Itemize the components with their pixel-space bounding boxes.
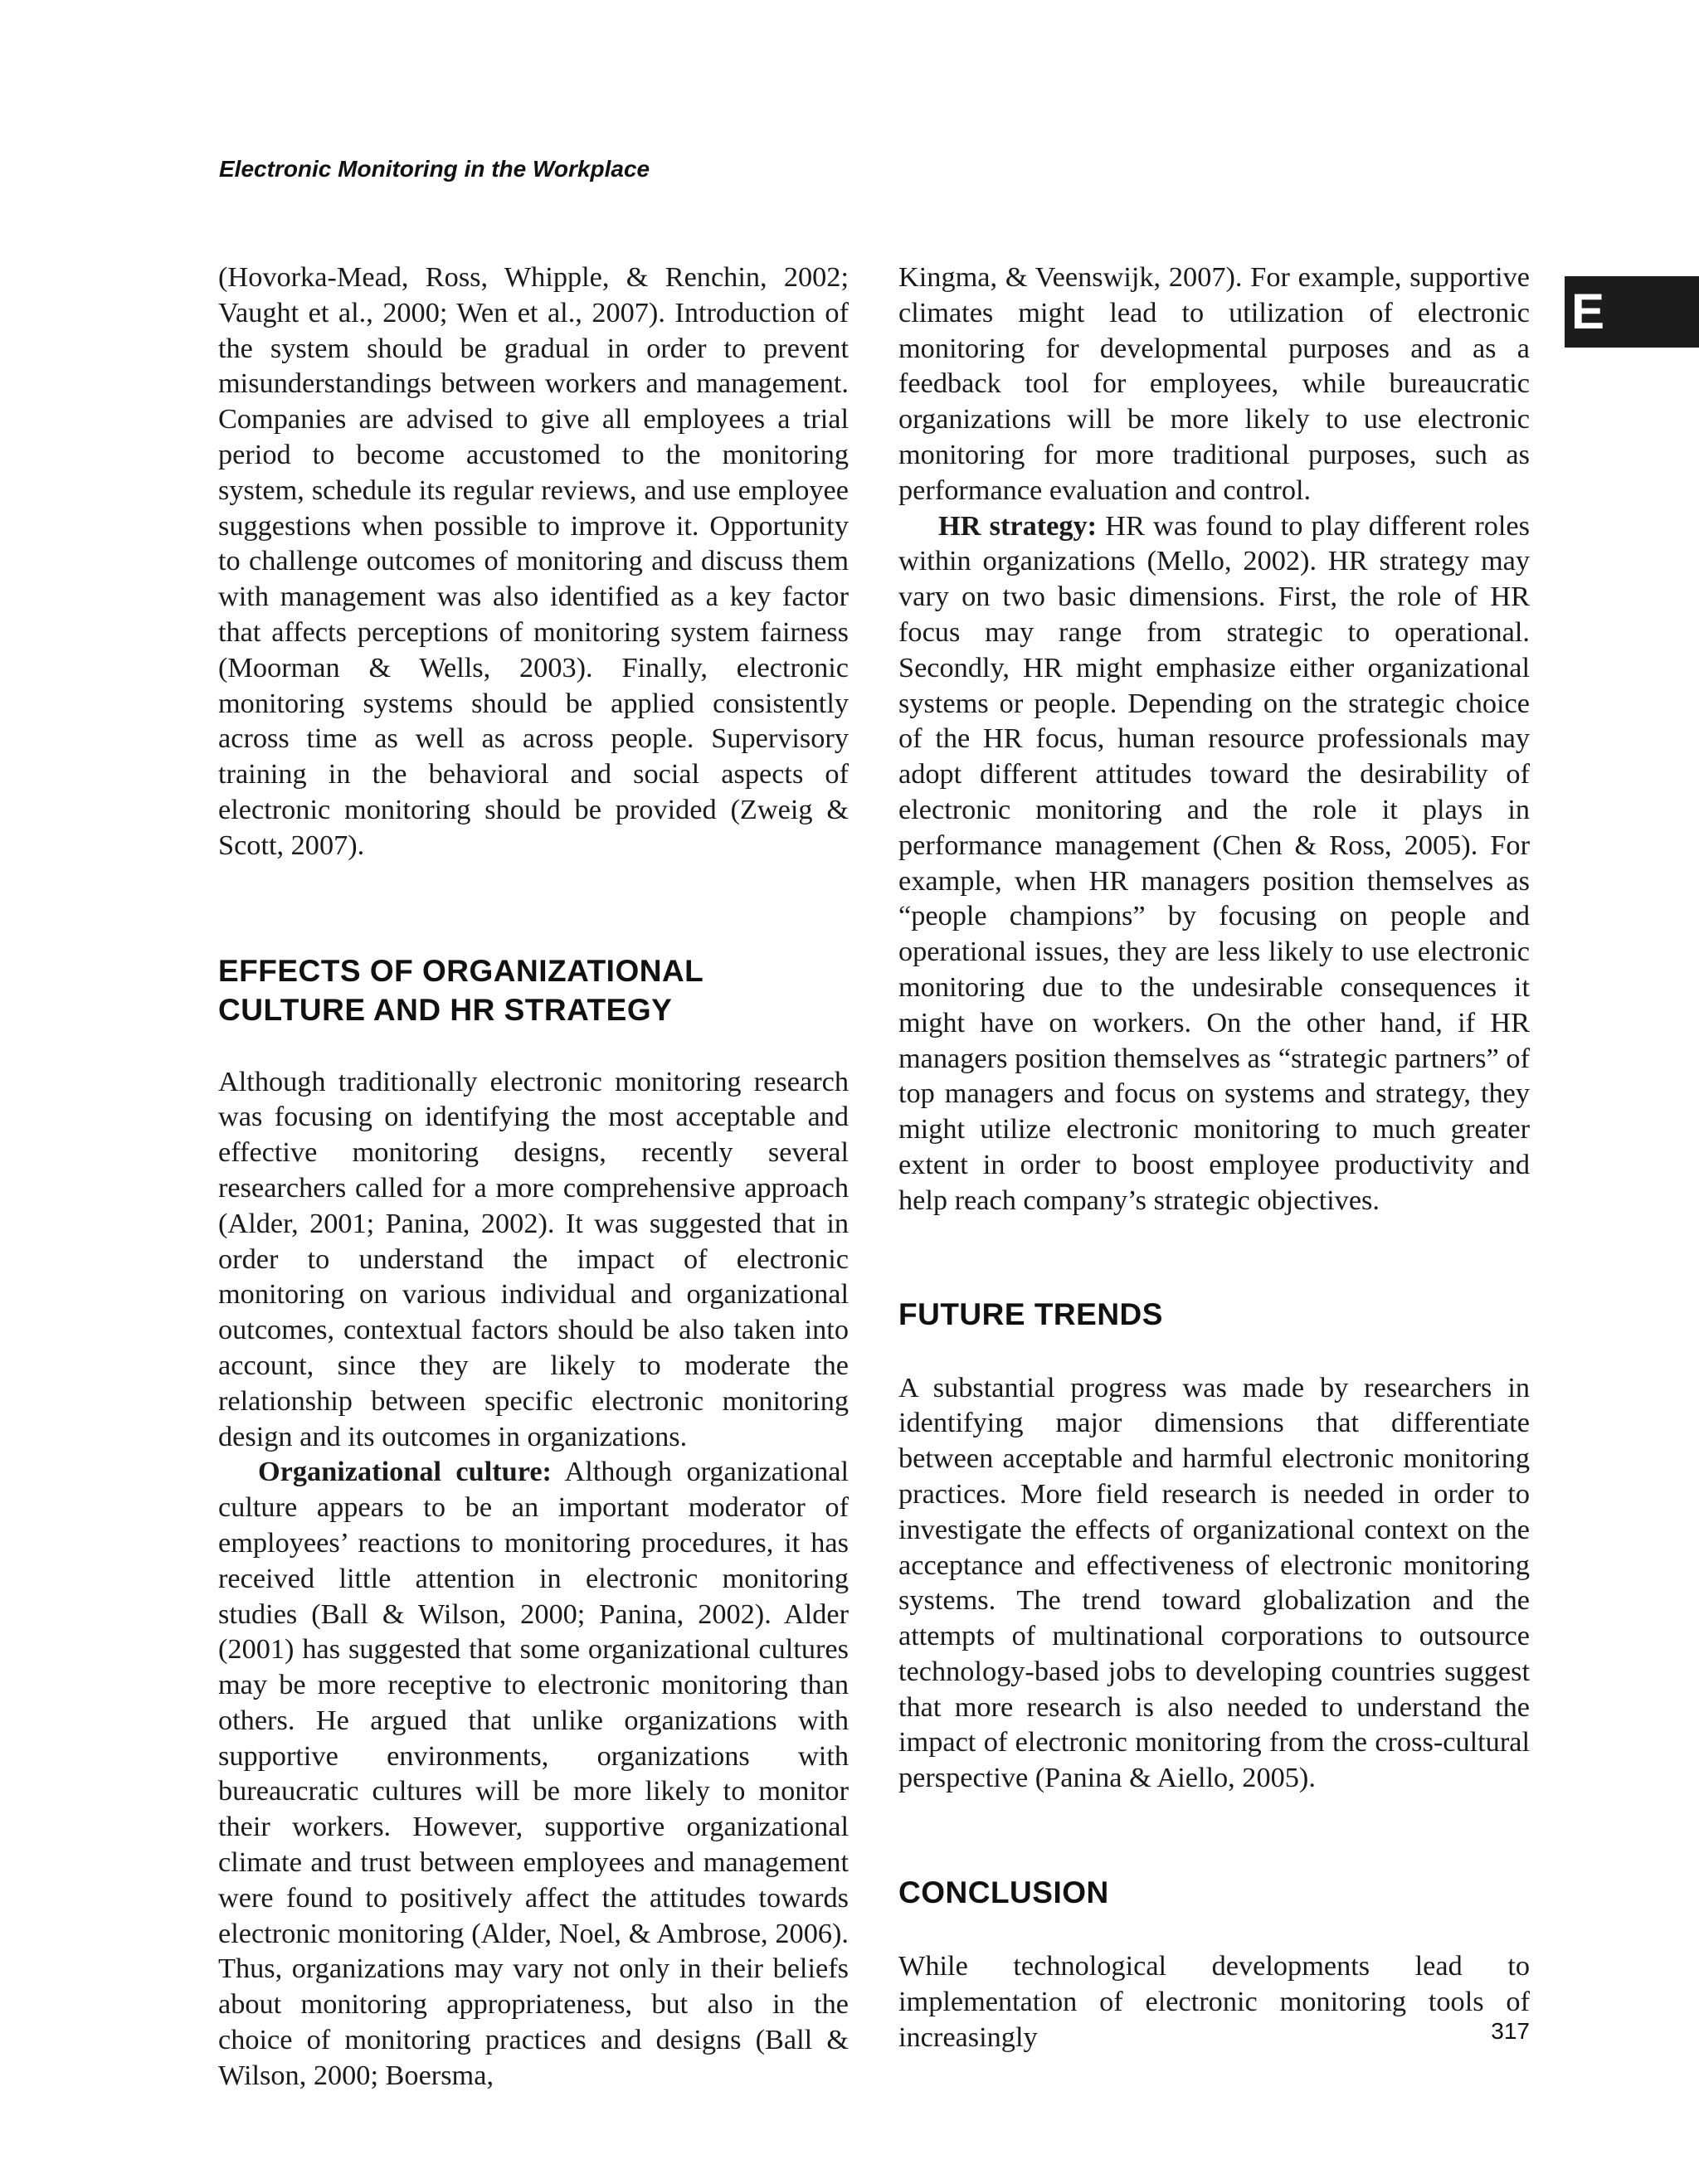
heading-line: EFFECTS OF ORGANIZATIONAL [218, 953, 704, 988]
section-heading-organizational-culture [218, 951, 849, 1029]
right-column [898, 260, 1530, 2055]
page-number: 317 [1491, 2018, 1530, 2044]
paragraph-hr-strategy [898, 508, 1530, 1218]
section-thumb-tab [1565, 276, 1699, 348]
section-heading-future-trends: FUTURE TRENDS [898, 1296, 1163, 1331]
section-heading-conclusion: CONCLUSION [898, 1875, 1109, 1910]
run-in-heading: Organizational culture: [258, 1456, 552, 1488]
paragraph: (Hovorka-Mead, Ross, Whipple, & Renchin, 2002; Vaught et al., 2000; Wen et al., 2007). Introduction of the system should be gradual in order to prevent misunderstandings between workers and management. Companies are advised to give all employees a trial period to become accustomed to the monitoring system, schedule its regular reviews, and use employee suggestions when possible to improve it. Opportunity to challenge outcomes of monitoring and discuss them with management was also identified as a key factor that affects perceptions of monitoring system fairness (Moorman & Wells, 2003). Finally, electronic monitoring systems should be applied consistently across time as well as across people. Supervisory training in the behavioral and social aspects of electronic monitoring should be provided (Zweig & Scott, 2007). [218, 261, 849, 861]
heading-line: CULTURE AND HR STRATEGY [218, 992, 673, 1027]
paragraph-text: Although organizational culture appears to be an important moderator of employees’ reactions to monitoring procedures, it has received little attention in electronic monitoring studies (Ball & Wilson, 2000; Panina, 2002). Alder (2001) has suggested that some organizational cultures may be more receptive to electronic monitoring than others. He argued that unlike organizations with supportive environments, organizations with bureaucratic cultures will be more likely to monitor their workers. However, supportive organizational climate and trust between employees and management were found to positively affect the attitudes towards electronic monitoring (Alder, Noel, & Ambrose, 2006). Thus, organizations may vary not only in their beliefs about monitoring appropriateness, but also in the choice of monitoring practices and designs (Ball & Wilson, 2000; Boersma, [218, 1456, 849, 2091]
paragraph: Although traditionally electronic monitoring research was focusing on identifying the most acceptable and effective monitoring designs, recently several researchers called for a more comprehensive approach (Alder, 2001; Panina, 2002). It was suggested that in order to understand the impact of electronic monitoring on various individual and organizational outcomes, contextual factors should be also taken into account, since they are likely to moderate the relationship between specific electronic monitoring design and its outcomes in organizations. [218, 1065, 849, 1452]
running-header: Electronic Monitoring in the Workplace [219, 156, 650, 182]
thumb-tab-letter: E [1571, 284, 1605, 339]
paragraph-text: HR was found to play different roles within organizations (Mello, 2002). HR strategy may vary on two basic dimensions. First, the role of HR focus may range from strategic to operational. Secondly, HR might emphasize either organizational systems or people. Depending on the strategic choice of the HR focus, human resource professionals may adopt different attitudes toward the desirability of electronic monitoring and the role it plays in performance management (Chen & Ross, 2005). For example, when HR managers position themselves as “people champions” by focusing on people and operational issues, they are less likely to use electronic monitoring due to the undesirable consequences it might have on workers. On the other hand, if HR managers position themselves as “strategic partners” of top managers and focus on systems and strategy, they might utilize electronic monitoring to much greater extent in order to boost employee productivity and help reach company’s strategic objectives. [898, 509, 1530, 1216]
paragraph: While technological developments lead to implementation of electronic monitoring tools of increasingly [898, 1950, 1530, 2053]
paragraph: A substantial progress was made by researchers in identifying major dimensions that differentiate between acceptable and harmful electronic monitoring practices. More field research is needed in order to investigate the effects of organizational context on the acceptance and effectiveness of electronic monitoring systems. The trend toward globalization and the attempts of multinational corporations to outsource technology-based jobs to developing countries suggest that more research is also needed to understand the impact of electronic monitoring from the cross-cultural perspective (Panina & Aiello, 2005). [898, 1371, 1530, 1794]
paragraph: Kingma, & Veenswijk, 2007). For example, supportive climates might lead to utilization of electronic monitoring for developmental purposes and as a feedback tool for employees, while bureaucratic organizations will be more likely to use electronic monitoring for more traditional purposes, such as performance evaluation and control. [898, 261, 1530, 506]
left-column [218, 260, 849, 2094]
run-in-heading: HR strategy: [938, 509, 1098, 542]
paragraph-organizational-culture [218, 1454, 849, 2093]
